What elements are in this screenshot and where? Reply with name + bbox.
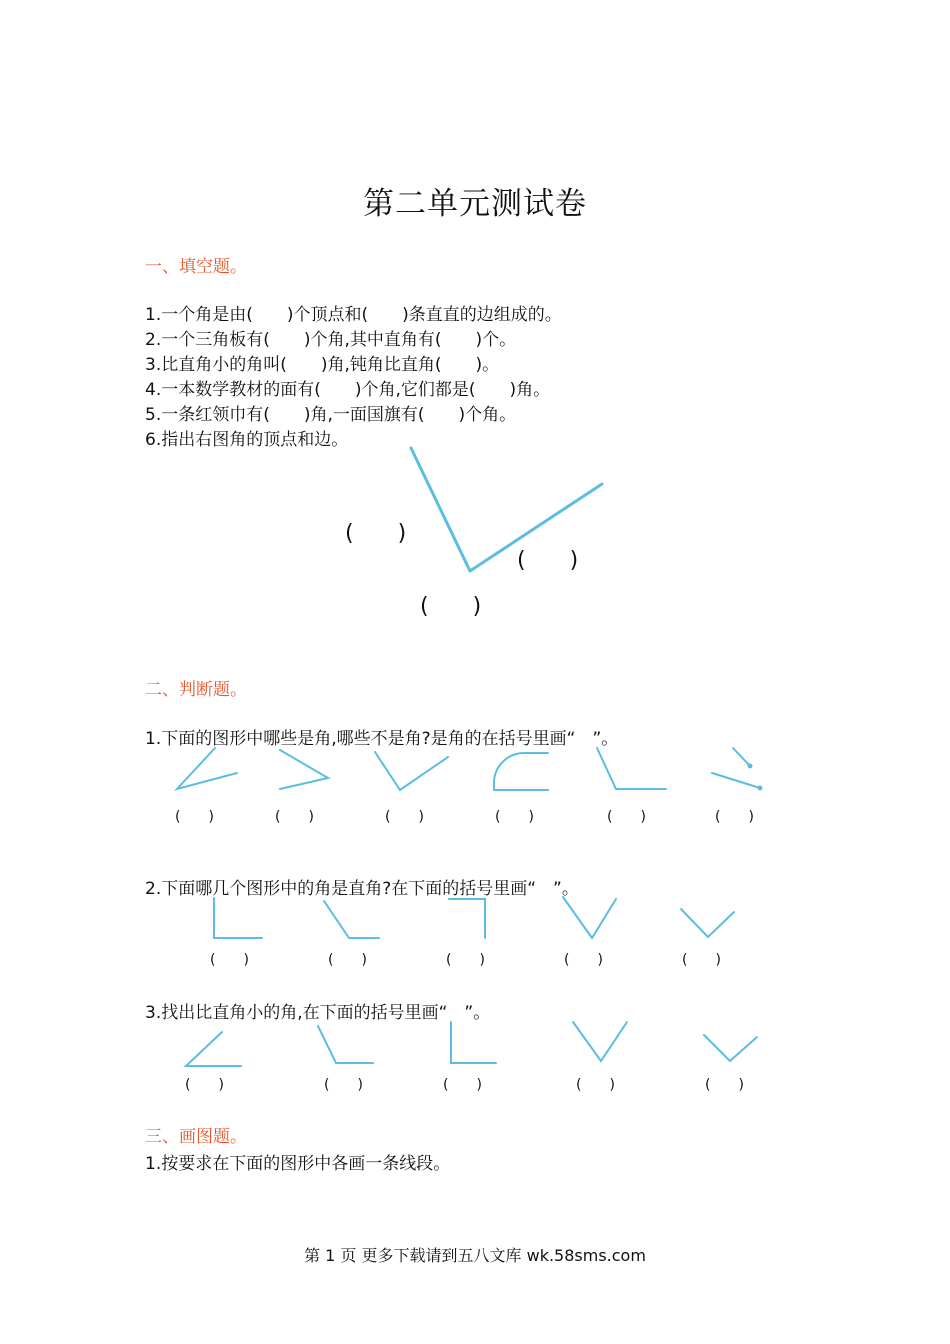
figure-blank-bottom: ( ) xyxy=(420,594,482,619)
answer-blank[interactable]: ( ) xyxy=(185,1077,224,1093)
question-2-2: 2.下面哪几个图形中的角是直角?在下面的括号里画“ ”。 xyxy=(145,879,579,899)
answer-blank[interactable]: ( ) xyxy=(443,1077,482,1093)
answer-blank[interactable]: ( ) xyxy=(715,809,754,825)
shape-angle xyxy=(375,752,448,790)
answer-blank[interactable]: ( ) xyxy=(385,809,424,825)
answer-blank[interactable]: ( ) xyxy=(564,952,603,968)
ray-dot xyxy=(758,786,763,791)
shape-angle xyxy=(177,748,237,789)
shape-angle xyxy=(318,1026,373,1063)
ray-dot xyxy=(748,764,753,769)
answer-blank[interactable]: ( ) xyxy=(324,1077,363,1093)
shape-angle xyxy=(597,748,666,789)
question-1-5: 5.一条红领巾有( )角,一面国旗有( )个角。 xyxy=(145,405,517,425)
question-3-1: 1.按要求在下面的图形中各画一条线段。 xyxy=(145,1154,451,1174)
answer-blank[interactable]: ( ) xyxy=(495,809,534,825)
answer-blank[interactable]: ( ) xyxy=(175,809,214,825)
page-footer: 第 1 页 更多下载请到五八文库 wk.58sms.com xyxy=(304,1246,646,1265)
question-2-3: 3.找出比直角小的角,在下面的括号里画“ ”。 xyxy=(145,1003,491,1023)
answer-blank[interactable]: ( ) xyxy=(576,1077,615,1093)
question-2-1: 1.下面的图形中哪些是角,哪些不是角?是角的在括号里画“ ”。 xyxy=(145,729,619,749)
shape-right-angle xyxy=(449,899,485,938)
shape-angle xyxy=(280,750,328,789)
answer-blank[interactable]: ( ) xyxy=(446,952,485,968)
question-1-6: 6.指出右图角的顶点和边。 xyxy=(145,430,349,450)
question-1-2: 2.一个三角板有( )个角,其中直角有( )个。 xyxy=(145,330,517,350)
answer-blank[interactable]: ( ) xyxy=(328,952,367,968)
question-1-4: 4.一本数学教材的面有( )个角,它们都是( )角。 xyxy=(145,380,551,400)
section-heading-draw: 三、画图题。 xyxy=(145,1127,247,1147)
shape-angle xyxy=(704,1035,757,1061)
section-heading-judge: 二、判断题。 xyxy=(145,680,247,700)
shape-angle xyxy=(186,1032,241,1066)
question-1-3: 3.比直角小的角叫( )角,钝角比直角( )。 xyxy=(145,355,500,375)
shape-angle xyxy=(324,901,379,938)
question-1-1: 1.一个角是由( )个顶点和( )条直直的边组成的。 xyxy=(145,305,562,325)
answer-blank[interactable]: ( ) xyxy=(275,809,314,825)
answer-blank[interactable]: ( ) xyxy=(705,1077,744,1093)
section-heading-fill-blank: 一、填空题。 xyxy=(145,257,247,277)
shape-right-angle xyxy=(451,1022,496,1063)
figure-blank-left: ( ) xyxy=(345,521,407,546)
shape-right-angle xyxy=(214,898,262,938)
shape-angle xyxy=(573,1022,627,1061)
shape-separate-rays xyxy=(712,748,760,788)
page-title: 第二单元测试卷 xyxy=(363,186,587,222)
angle-side xyxy=(411,448,470,571)
answer-blank[interactable]: ( ) xyxy=(682,952,721,968)
shape-arc-figure xyxy=(494,753,548,790)
shape-angle xyxy=(563,897,616,938)
answer-blank[interactable]: ( ) xyxy=(210,952,249,968)
shape-angle xyxy=(681,909,734,937)
answer-blank[interactable]: ( ) xyxy=(607,809,646,825)
figure-blank-right: ( ) xyxy=(517,548,579,573)
